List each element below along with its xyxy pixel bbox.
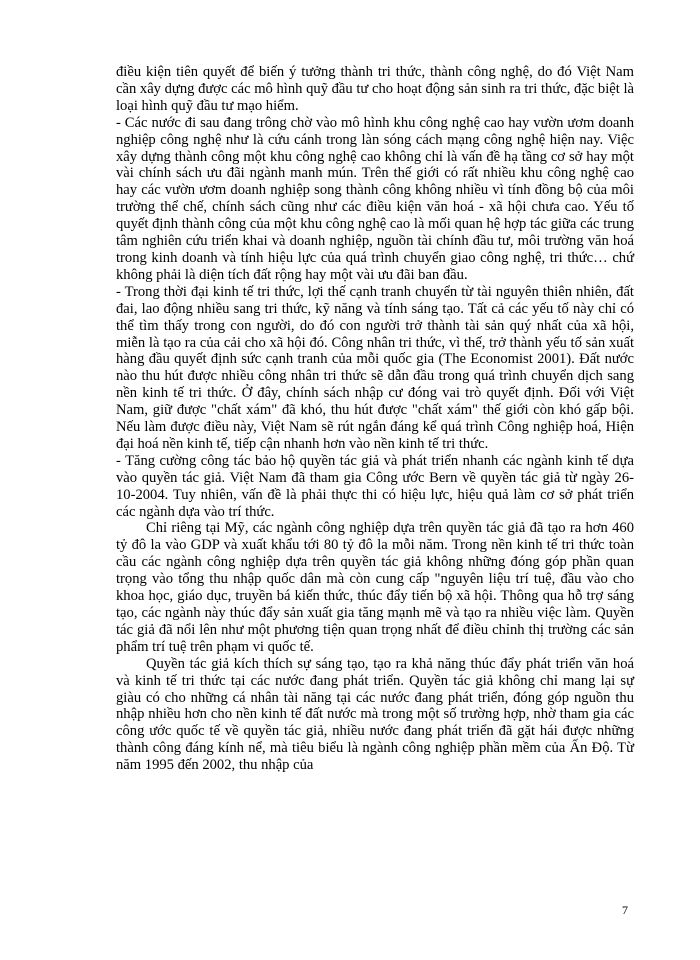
paragraph-copyright-creativity: Quyền tác giả kích thích sự sáng tạo, tạo ra khả năng thúc đẩy phát triển văn hoá và kinh tế tri thức tại các nước đang phát triển. Quyền tác giả không chỉ mang lại sự giàu có cho những cá nhân tài năng tại các nước đang phát triển, đóng góp nguồn thu nhập nhiều hơn cho nền kinh tế đất nước mà trong một số trường hợp, nhờ tham gia các công ước quốc tế về quyền tác giả, nhiều nước đang phát triển đã gặt hái được những thành công đáng kính nể, mà tiêu biểu là ngành công nghiệp phần mềm của Ấn Độ. Từ năm 1995 đến 2002, thu nhập của bbox=[116, 655, 634, 774]
paragraph-continuation: điều kiện tiên quyết để biến ý tưởng thành tri thức, thành công nghệ, do đó Việt Nam cần xây dựng được các mô hình quỹ đầu tư cho hoạt động sản sinh ra tri thức, đặc biệt là loại hình quỹ đầu tư mạo hiểm. bbox=[116, 64, 634, 114]
paragraph-us-copyright-industries: Chỉ riêng tại Mỹ, các ngành công nghiệp dựa trên quyền tác giả đã tạo ra hơn 460 tỷ đô la vào GDP và xuất khẩu tới 80 tỷ đô la mỗi năm. Trong nền kinh tế tri thức toàn cầu các ngành công nghiệp dựa trên quyền tác giả không những đóng góp phần quan trọng vào tổng thu nhập quốc dân mà còn cung cấp "nguyên liệu trí tuệ, đầu vào cho khoa học, giáo dục, truyền bá kiến thức, thúc đẩy tiến bộ xã hội. Thông qua hỗ trợ sáng tạo, các ngành này thúc đẩy sản xuất gia tăng mạnh mẽ và tạo ra nhiều việc làm. Quyền tác giả đã nổi lên như một phương tiện quan trọng nhất để điều chỉnh thị trường các sản phẩm trí tuệ trên phạm vi quốc tế. bbox=[116, 520, 634, 655]
paragraph-knowledge-workers: - Trong thời đại kinh tế tri thức, lợi thế cạnh tranh chuyển từ tài nguyên thiên nhiên, đất đai, lao động nhiều sang tri thức, kỹ năng và tính sáng tạo. Tất cả các yếu tố này chỉ có thể tìm thấy trong con người, do đó con người trở thành tài sản quý nhất của xã hội, miễn là tạo ra của cải cho xã hội đó. Công nhân tri thức, vì thế, trở thành yếu tố sản xuất hàng đầu quyết định sức cạnh tranh của mỗi quốc gia (The Economist 2001). Đất nước nào thu hút được nhiều công nhân tri thức sẽ dẫn đầu trong quá trình chuyển dịch sang nền kinh tế tri thức. Ở đây, chính sách nhập cư đóng vai trò quyết định. Đối với Việt Nam, giữ được "chất xám" đã khó, thu hút được "chất xám" thế giới còn khó gấp bội. Nếu làm được điều này, Việt Nam sẽ rút ngắn đáng kể quá trình Công nghiệp hoá, Hiện đại hoá nền kinh tế, tiếp cận nhanh hơn vào nền kinh tế tri thức. bbox=[116, 283, 634, 452]
page-number: 7 bbox=[622, 903, 628, 917]
paragraph-copyright-protection: - Tăng cường công tác bảo hộ quyền tác giả và phát triển nhanh các ngành kinh tế dựa vào quyền tác giả. Việt Nam đã tham gia Công ước Bern về quyền tác giả từ ngày 26-10-2004. Tuy nhiên, vấn đề là phải thực thi có hiệu lực, hiệu quả làm cơ sở phát triển các ngành dựa vào trí thức. bbox=[116, 452, 634, 520]
body-text bbox=[116, 64, 634, 774]
paragraph-tech-parks: - Các nước đi sau đang trông chờ vào mô hình khu công nghệ cao hay vườn ươm doanh nghiệp công nghệ như là cứu cánh trong làn sóng cách mạng công nghệ hiện nay. Việc xây dựng thành công một khu công nghệ cao không chỉ là vấn đề hạ tầng cơ sở hay một vài chính sách ưu đãi ngành manh mún. Trên thế giới có rất nhiều khu công nghệ cao hay các vườn ươm doanh nghiệp song thành công không nhiều vì tính đồng bộ của môi trường thể chế, chính sách cũng như các điều kiện văn hoá - xã hội chưa cao. Yếu tố quyết định thành công của một khu công nghệ cao là mối quan hệ hợp tác giữa các trung tâm nghiên cứu triển khai và doanh nghiệp, nguồn tài chính đầu tư, môi trường văn hoá trong kinh doanh và tính hiệu lực của quá trình chuyển giao công nghệ, tri thức… chứ không phải là diện tích đất rộng hay một vài ưu đãi ban đầu. bbox=[116, 114, 634, 283]
